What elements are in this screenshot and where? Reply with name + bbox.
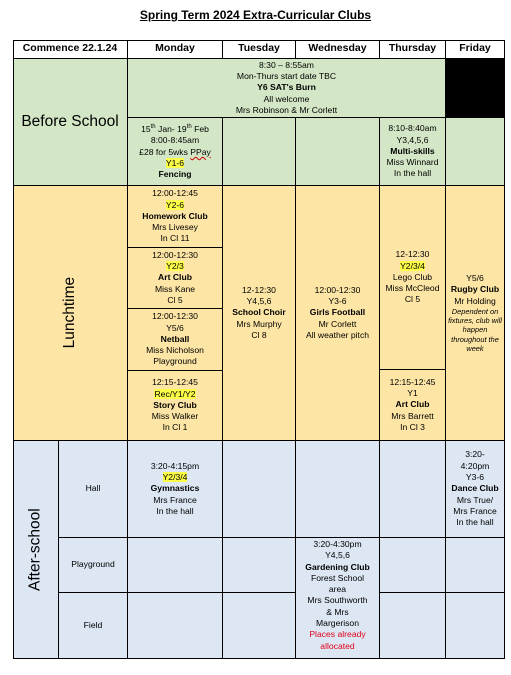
multiskills-place: In the hall <box>393 168 432 179</box>
football-name: Girls Football <box>309 307 366 318</box>
multiskills-staff: Miss Winnard <box>386 157 439 168</box>
story-club-cell <box>128 371 223 441</box>
gardening-time: 3:20-4:30pm <box>313 539 362 549</box>
lego-name: Lego Club <box>392 271 433 282</box>
gardening-status-1: Places already <box>309 629 366 640</box>
fencing-cost: £28 for 5wks PPay <box>139 146 211 157</box>
area-field: Field <box>59 593 128 659</box>
gardening-years: Y4,5,6 <box>325 550 350 561</box>
wednesday-before-empty <box>296 118 380 186</box>
multiskills-time: 8:10-8:40am <box>388 123 437 134</box>
monday-playground-empty <box>128 538 223 593</box>
gym-staff: Mrs France <box>153 494 197 505</box>
sats-who: All welcome <box>263 93 310 104</box>
gardening-staff-3: Margerison <box>316 618 359 629</box>
after-school-label: After-school <box>26 508 44 591</box>
football-staff: Mr Corlett <box>318 318 357 329</box>
netball-staff: Miss Nicholson <box>146 345 204 356</box>
rugby-years: Y5/6 <box>466 273 484 284</box>
friday-before-school-blocked <box>446 59 505 118</box>
story-staff: Miss Walker <box>151 411 199 422</box>
netball-years: Y5/6 <box>166 322 184 333</box>
art-mon-years: Y2/3 <box>166 261 184 272</box>
art-thu-years: Y1 <box>407 388 418 399</box>
dance-staff-1: Mrs True/ <box>456 494 494 505</box>
lego-staff: Miss McCleod <box>385 283 440 294</box>
choir-name: School Choir <box>232 307 286 318</box>
fencing-name: Fencing <box>158 169 192 180</box>
rugby-staff: Mr Holding <box>454 295 496 306</box>
sats-note: Mon-Thurs start date TBC <box>236 71 337 82</box>
netball-place: Playground <box>153 356 197 367</box>
header-monday: Monday <box>128 40 223 59</box>
tuesday-field-empty <box>223 593 296 659</box>
header-commence: Commence 22.1.24 <box>13 40 128 59</box>
sats-time: 8:30 – 8:55am <box>259 59 314 70</box>
choir-place: Cl 8 <box>251 329 267 340</box>
school-choir-cell <box>223 186 296 441</box>
tuesday-before-empty <box>223 118 296 186</box>
netball-cell <box>128 309 223 371</box>
homework-time: 12:00-12:45 <box>152 188 198 199</box>
football-years: Y3-6 <box>328 296 347 307</box>
story-place: In Cl 1 <box>162 422 188 433</box>
art-mon-place: Cl 5 <box>167 294 183 305</box>
story-years: Rec/Y1/Y2 <box>154 388 196 399</box>
art-thu-place: In Cl 3 <box>400 421 425 432</box>
homework-place: In Cl 11 <box>160 233 190 244</box>
header-wednesday: Wednesday <box>296 40 380 59</box>
friday-before-empty <box>446 118 505 186</box>
homework-years: Y2-6 <box>165 199 185 210</box>
netball-name: Netball <box>160 333 190 344</box>
art-thu-name: Art Club <box>395 399 430 410</box>
section-before-school <box>13 59 128 186</box>
area-playground: Playground <box>59 538 128 593</box>
lego-years: Y2/3/4 <box>400 260 425 271</box>
header-thursday: Thursday <box>380 40 446 59</box>
art-club-thursday-cell <box>380 370 446 441</box>
fencing-dates: 15th Jan- 19th Feb <box>141 124 209 135</box>
lunchtime-label: Lunchtime <box>61 277 79 349</box>
wednesday-hall-empty <box>296 441 380 538</box>
thursday-hall-empty <box>380 441 446 538</box>
dance-club-cell <box>446 441 505 538</box>
thursday-field-empty <box>380 593 446 659</box>
before-school-label: Before School <box>21 113 119 131</box>
gardening-club-cell <box>296 538 380 659</box>
multiskills-years: Y3,4,5,6 <box>396 134 429 145</box>
multiskills-name: Multi-skills <box>390 145 435 156</box>
dance-years: Y3-6 <box>465 472 485 483</box>
sats-burn-cell <box>128 59 446 118</box>
netball-time: 12:00-12:30 <box>152 311 198 322</box>
rugby-name: Rugby Club <box>450 284 500 295</box>
rugby-club-cell <box>446 186 505 441</box>
gardening-staff-1: Mrs Southworth <box>307 595 368 606</box>
football-place: All weather pitch <box>305 329 370 340</box>
fencing-time: 8:00-8:45am <box>150 135 200 146</box>
friday-playground-empty <box>446 538 505 593</box>
gardening-status-2: allocated <box>320 640 355 651</box>
art-club-monday-cell <box>128 248 223 309</box>
gardening-staff-2: & Mrs <box>326 606 349 617</box>
area-hall: Hall <box>59 441 128 538</box>
homework-name: Homework Club <box>142 210 208 221</box>
story-name: Story Club <box>153 399 197 410</box>
header-tuesday: Tuesday <box>223 40 296 59</box>
art-thu-staff: Mrs Barrett <box>391 410 434 421</box>
thursday-playground-empty <box>380 538 446 593</box>
art-mon-staff: Miss Kane <box>154 283 196 294</box>
section-after-school <box>13 441 59 659</box>
choir-years: Y4,5,6 <box>246 296 272 307</box>
multiskills-cell <box>380 118 446 186</box>
gardening-place-2: area <box>328 584 347 595</box>
gardening-place-1: Forest School <box>310 572 365 583</box>
clubs-timetable <box>13 40 505 659</box>
tuesday-hall-empty <box>223 441 296 538</box>
sats-staff: Mrs Robinson & Mr Corlett <box>235 104 338 115</box>
gym-name: Gymnastics <box>150 483 200 494</box>
football-time: 12:00-12:30 <box>314 284 361 295</box>
sats-name: Y6 SAT's Burn <box>257 82 316 93</box>
fencing-years: Y1-6 <box>165 158 185 169</box>
choir-time: 12-12:30 <box>242 284 276 295</box>
lego-club-cell <box>380 186 446 370</box>
rugby-note: Dependent on fixtures, club will happen throughout the week <box>448 306 502 353</box>
section-lunchtime <box>13 186 128 441</box>
page-title: Spring Term 2024 Extra-Curricular Clubs <box>139 8 372 22</box>
gym-time: 3:20-4:15pm <box>150 460 200 471</box>
fencing-cell <box>128 118 223 186</box>
story-time: 12:15-12:45 <box>152 377 198 388</box>
dance-time-2: 4:20pm <box>460 460 490 471</box>
gymnastics-cell <box>128 441 223 538</box>
art-thu-time: 12:15-12:45 <box>389 376 436 387</box>
header-friday: Friday <box>446 40 505 59</box>
gardening-name: Gardening Club <box>305 561 370 572</box>
choir-staff: Mrs Murphy <box>236 318 282 329</box>
dance-place: In the hall <box>456 517 494 528</box>
lego-time: 12-12:30 <box>395 249 430 260</box>
dance-time-1: 3:20- <box>465 449 485 460</box>
gym-place: In the hall <box>156 505 194 516</box>
friday-field-empty <box>446 593 505 659</box>
lego-place: Cl 5 <box>404 294 421 305</box>
art-mon-name: Art Club <box>158 272 192 283</box>
homework-club-cell <box>128 186 223 248</box>
dance-name: Dance Club <box>451 483 499 494</box>
tuesday-playground-empty <box>223 538 296 593</box>
art-mon-time: 12:00-12:30 <box>152 249 198 260</box>
homework-staff: Mrs Livesey <box>152 222 198 233</box>
dance-staff-2: Mrs France <box>453 505 497 516</box>
girls-football-cell <box>296 186 380 441</box>
monday-field-empty <box>128 593 223 659</box>
gym-years: Y2/3/4 <box>162 472 188 483</box>
